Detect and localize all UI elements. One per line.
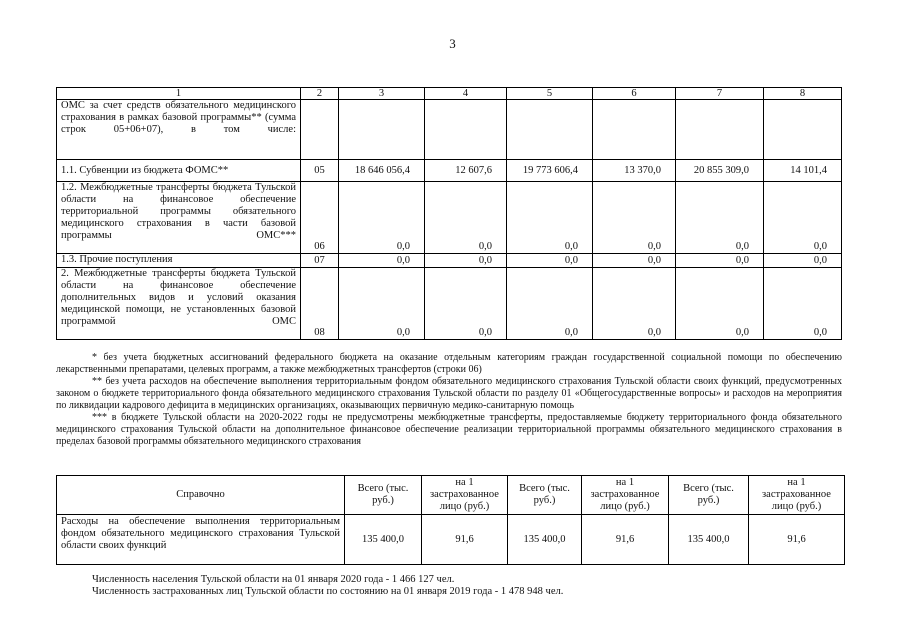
cell-value: 0,0 <box>676 254 764 268</box>
header-cell: 6 <box>593 88 676 100</box>
col-total-header: Всего (тыс. руб.) <box>345 476 422 515</box>
page-number: 3 <box>449 36 456 51</box>
cell-value: 91,6 <box>582 515 669 565</box>
table-row <box>57 182 842 254</box>
cell-value: 0,0 <box>339 182 425 254</box>
col-total-header: Всего (тыс. руб.) <box>508 476 582 515</box>
row-code: 08 <box>301 268 339 340</box>
cell-value: 14 101,4 <box>764 160 842 182</box>
col-per-insured-header: на 1 застрахованное лицо (руб.) <box>749 476 845 515</box>
cell-value: 0,0 <box>339 254 425 268</box>
header-cell: 8 <box>764 88 842 100</box>
cell-value: 0,0 <box>593 254 676 268</box>
cell-value <box>507 100 593 160</box>
cell-value: 0,0 <box>764 268 842 340</box>
cell-value <box>339 100 425 160</box>
cell-value: 0,0 <box>764 182 842 254</box>
table-row <box>57 254 842 268</box>
row-label: 1.1. Субвенции из бюджета ФОМС** <box>57 160 301 182</box>
header-cell: 7 <box>676 88 764 100</box>
population-note: Численность населения Тульской области на 01 января 2020 года - 1 466 127 чел. <box>92 574 455 585</box>
row-label: 1.2. Межбюджетные трансферты бюджета Тульской области на финансовое обеспечение территориальной программы обязательного медицинского страхования в части базовой программы ОМС*** <box>57 182 301 254</box>
cell-value <box>593 100 676 160</box>
reference-header-row <box>57 476 845 515</box>
cell-value <box>764 100 842 160</box>
header-cell: 2 <box>301 88 339 100</box>
insured-note: Численность застрахованных лиц Тульской области по состоянию на 01 января 2019 года - 1 478 948 чел. <box>92 586 564 597</box>
cell-value: 13 370,0 <box>593 160 676 182</box>
col-total-header: Всего (тыс. руб.) <box>669 476 749 515</box>
row-code: 06 <box>301 182 339 254</box>
row-label: ОМС за счет средств обязательного медицинского страхования в рамках базовой программы** (сумма строк 05+06+07), в том числе: <box>57 100 301 160</box>
cell-value: 0,0 <box>676 182 764 254</box>
cell-value: 0,0 <box>425 254 507 268</box>
reference-title: Справочно <box>57 476 345 515</box>
col-per-insured-header: на 1 застрахованное лицо (руб.) <box>422 476 508 515</box>
reference-table <box>56 475 845 565</box>
row-label: 1.3. Прочие поступления <box>57 254 301 268</box>
row-code: 07 <box>301 254 339 268</box>
footnote-2: ** без учета расходов на обеспечение выполнения территориальным фондом обязательного медицинского страхования Тульской области своих функций, предусмотренных законом о бюджете территориального фонда обязательного медицинского страхования Тульской области по разделу 01 «Общегосударственные вопросы» и расходов на мероприятия по ликвидации кадрового дефицита в медицинских организациях, оказывающих первичную медико-санитарную помощь <box>56 376 842 411</box>
reference-row-label: Расходы на обеспечение выполнения территориальным фондом обязательного медицинского страхования Тульской области своих функций <box>57 515 345 565</box>
cell-value: 91,6 <box>749 515 845 565</box>
footnote-1: * без учета бюджетных ассигнований федерального бюджета на оказание отдельным категориям граждан государственной социальной помощи по обеспечению лекарственными препаратами, целевых программ, а также межбюджетных трансфертов (строки 06) <box>56 352 842 375</box>
cell-value: 0,0 <box>339 268 425 340</box>
cell-value: 0,0 <box>425 268 507 340</box>
col-per-insured-header: на 1 застрахованное лицо (руб.) <box>582 476 669 515</box>
cell-value <box>676 100 764 160</box>
header-cell: 1 <box>57 88 301 100</box>
footnotes <box>56 352 842 448</box>
cell-value: 18 646 056,4 <box>339 160 425 182</box>
header-row <box>57 88 842 100</box>
population-notes <box>92 574 563 598</box>
cell-value: 0,0 <box>425 182 507 254</box>
row-code: 05 <box>301 160 339 182</box>
cell-value: 135 400,0 <box>508 515 582 565</box>
cell-value: 20 855 309,0 <box>676 160 764 182</box>
row-code <box>301 100 339 160</box>
table-row <box>57 160 842 182</box>
main-table <box>56 87 842 340</box>
cell-value: 0,0 <box>593 268 676 340</box>
cell-value <box>425 100 507 160</box>
footnote-3: *** в бюджете Тульской области на 2020-2022 годы не предусмотрены межбюджетные трансферты, предоставляемые бюджету территориального фонда обязательного медицинского страхования Тульской области на дополнительное финансовое обеспечение реализации территориальной программы обязательного медицинского страхования в пределах базовой программы обязательного медицинского страхования <box>56 412 842 447</box>
cell-value: 0,0 <box>593 182 676 254</box>
cell-value: 91,6 <box>422 515 508 565</box>
cell-value: 0,0 <box>764 254 842 268</box>
cell-value: 12 607,6 <box>425 160 507 182</box>
cell-value: 0,0 <box>507 254 593 268</box>
header-cell: 4 <box>425 88 507 100</box>
cell-value: 0,0 <box>507 268 593 340</box>
cell-value: 0,0 <box>676 268 764 340</box>
cell-value: 0,0 <box>507 182 593 254</box>
table-row <box>57 268 842 340</box>
row-label: 2. Межбюджетные трансферты бюджета Тульской области на финансовое обеспечение дополнительных видов и условий оказания медицинской помощи, не установленных базовой программой ОМС <box>57 268 301 340</box>
header-cell: 3 <box>339 88 425 100</box>
cell-value: 135 400,0 <box>345 515 422 565</box>
header-cell: 5 <box>507 88 593 100</box>
table-row <box>57 100 842 160</box>
reference-row <box>57 515 845 565</box>
cell-value: 135 400,0 <box>669 515 749 565</box>
cell-value: 19 773 606,4 <box>507 160 593 182</box>
